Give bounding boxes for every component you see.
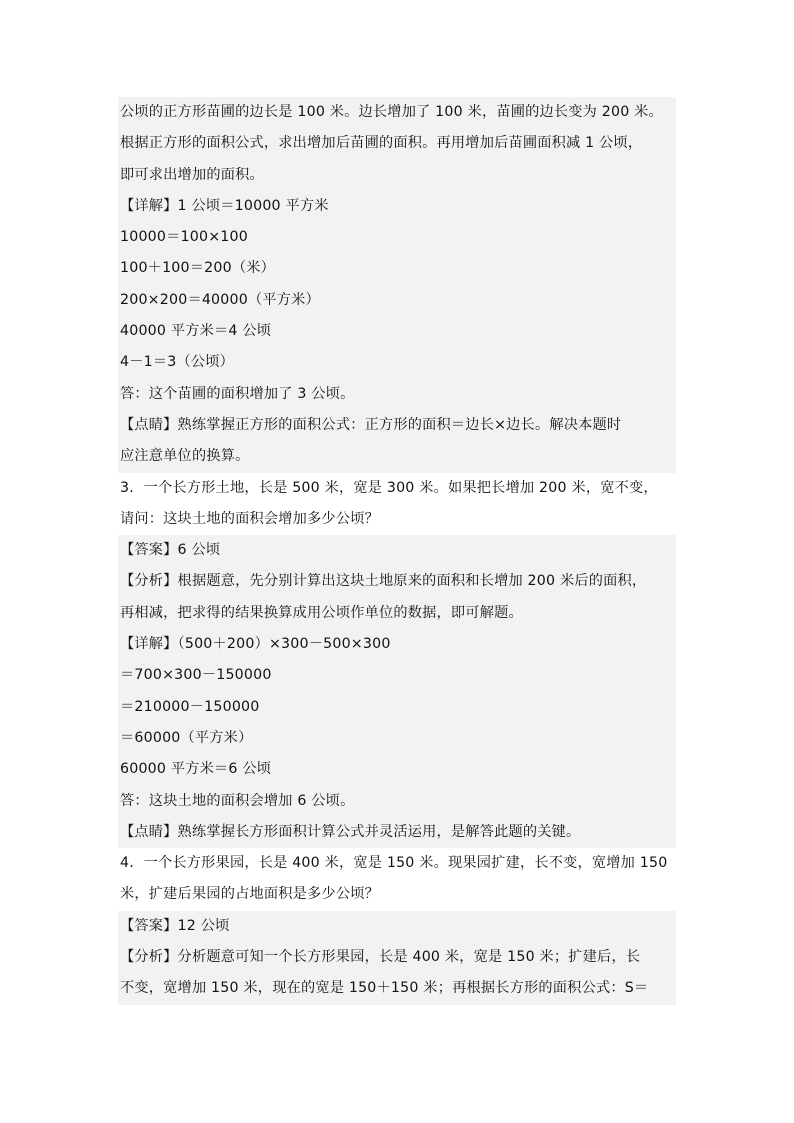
solution-text-line: 4－1＝3（公顷） [118,347,676,378]
solution-text-line: 【详解】1 公顷＝10000 平方米 [118,191,676,222]
solution-text-line: ＝700×300－150000 [118,660,676,691]
solution-text-line: ＝210000－150000 [118,692,676,723]
solution-text-line: 【点睛】熟练掌握长方形面积计算公式并灵活运用，是解答此题的关键。 [118,817,676,848]
solution-text-line: 应注意单位的换算。 [118,441,676,472]
question-text-line: 3．一个长方形土地，长是 500 米，宽是 300 米。如果把长增加 200 米，宽不变， [118,473,676,504]
solution-text-line: 100＋100＝200（米） [118,253,676,284]
solution-text-line: 【点睛】熟练掌握正方形的面积公式：正方形的面积＝边长×边长。解决本题时 [118,410,676,441]
solution-text-line: ＝60000（平方米） [118,723,676,754]
solution-text-line: 【分析】根据题意，先分别计算出这块土地原来的面积和长增加 200 米后的面积， [118,566,676,597]
solution-text-line: 答：这个苗圃的面积增加了 3 公顷。 [118,379,676,410]
solution-text-line: 根据正方形的面积公式，求出增加后苗圃的面积。再用增加后苗圃面积减 1 公顷， [118,128,676,159]
solution-text-line: 答：这块土地的面积会增加 6 公顷。 [118,786,676,817]
question-text-line: 请问：这块土地的面积会增加多少公顷？ [118,504,676,535]
solution-text-line: 【答案】12 公顷 [118,911,676,942]
solution-text-line: 40000 平方米＝4 公顷 [118,316,676,347]
solution-text-line: 200×200＝40000（平方米） [118,285,676,316]
solution-text-line: 【详解】（500＋200）×300－500×300 [118,629,676,660]
solution-text-line: 不变，宽增加 150 米，现在的宽是 150＋150 米；再根据长方形的面积公式：S＝ [118,973,676,1004]
question-text-line: 米，扩建后果园的占地面积是多少公顷？ [118,879,676,910]
document-body [118,97,676,1005]
solution-text-line: 【答案】6 公顷 [118,535,676,566]
solution-text-line: 60000 平方米＝6 公顷 [118,754,676,785]
solution-text-line: 10000＝100×100 [118,222,676,253]
solution-text-line: 【分析】分析题意可知一个长方形果园，长是 400 米，宽是 150 米；扩建后，长 [118,942,676,973]
solution-text-line: 再相减，把求得的结果换算成用公顷作单位的数据，即可解题。 [118,598,676,629]
question-text-line: 4．一个长方形果园，长是 400 米，宽是 150 米。现果园扩建，长不变，宽增加 150 [118,848,676,879]
solution-text-line: 公顷的正方形苗圃的边长是 100 米。边长增加了 100 米，苗圃的边长变为 200 米。 [118,97,676,128]
solution-text-line: 即可求出增加的面积。 [118,160,676,191]
